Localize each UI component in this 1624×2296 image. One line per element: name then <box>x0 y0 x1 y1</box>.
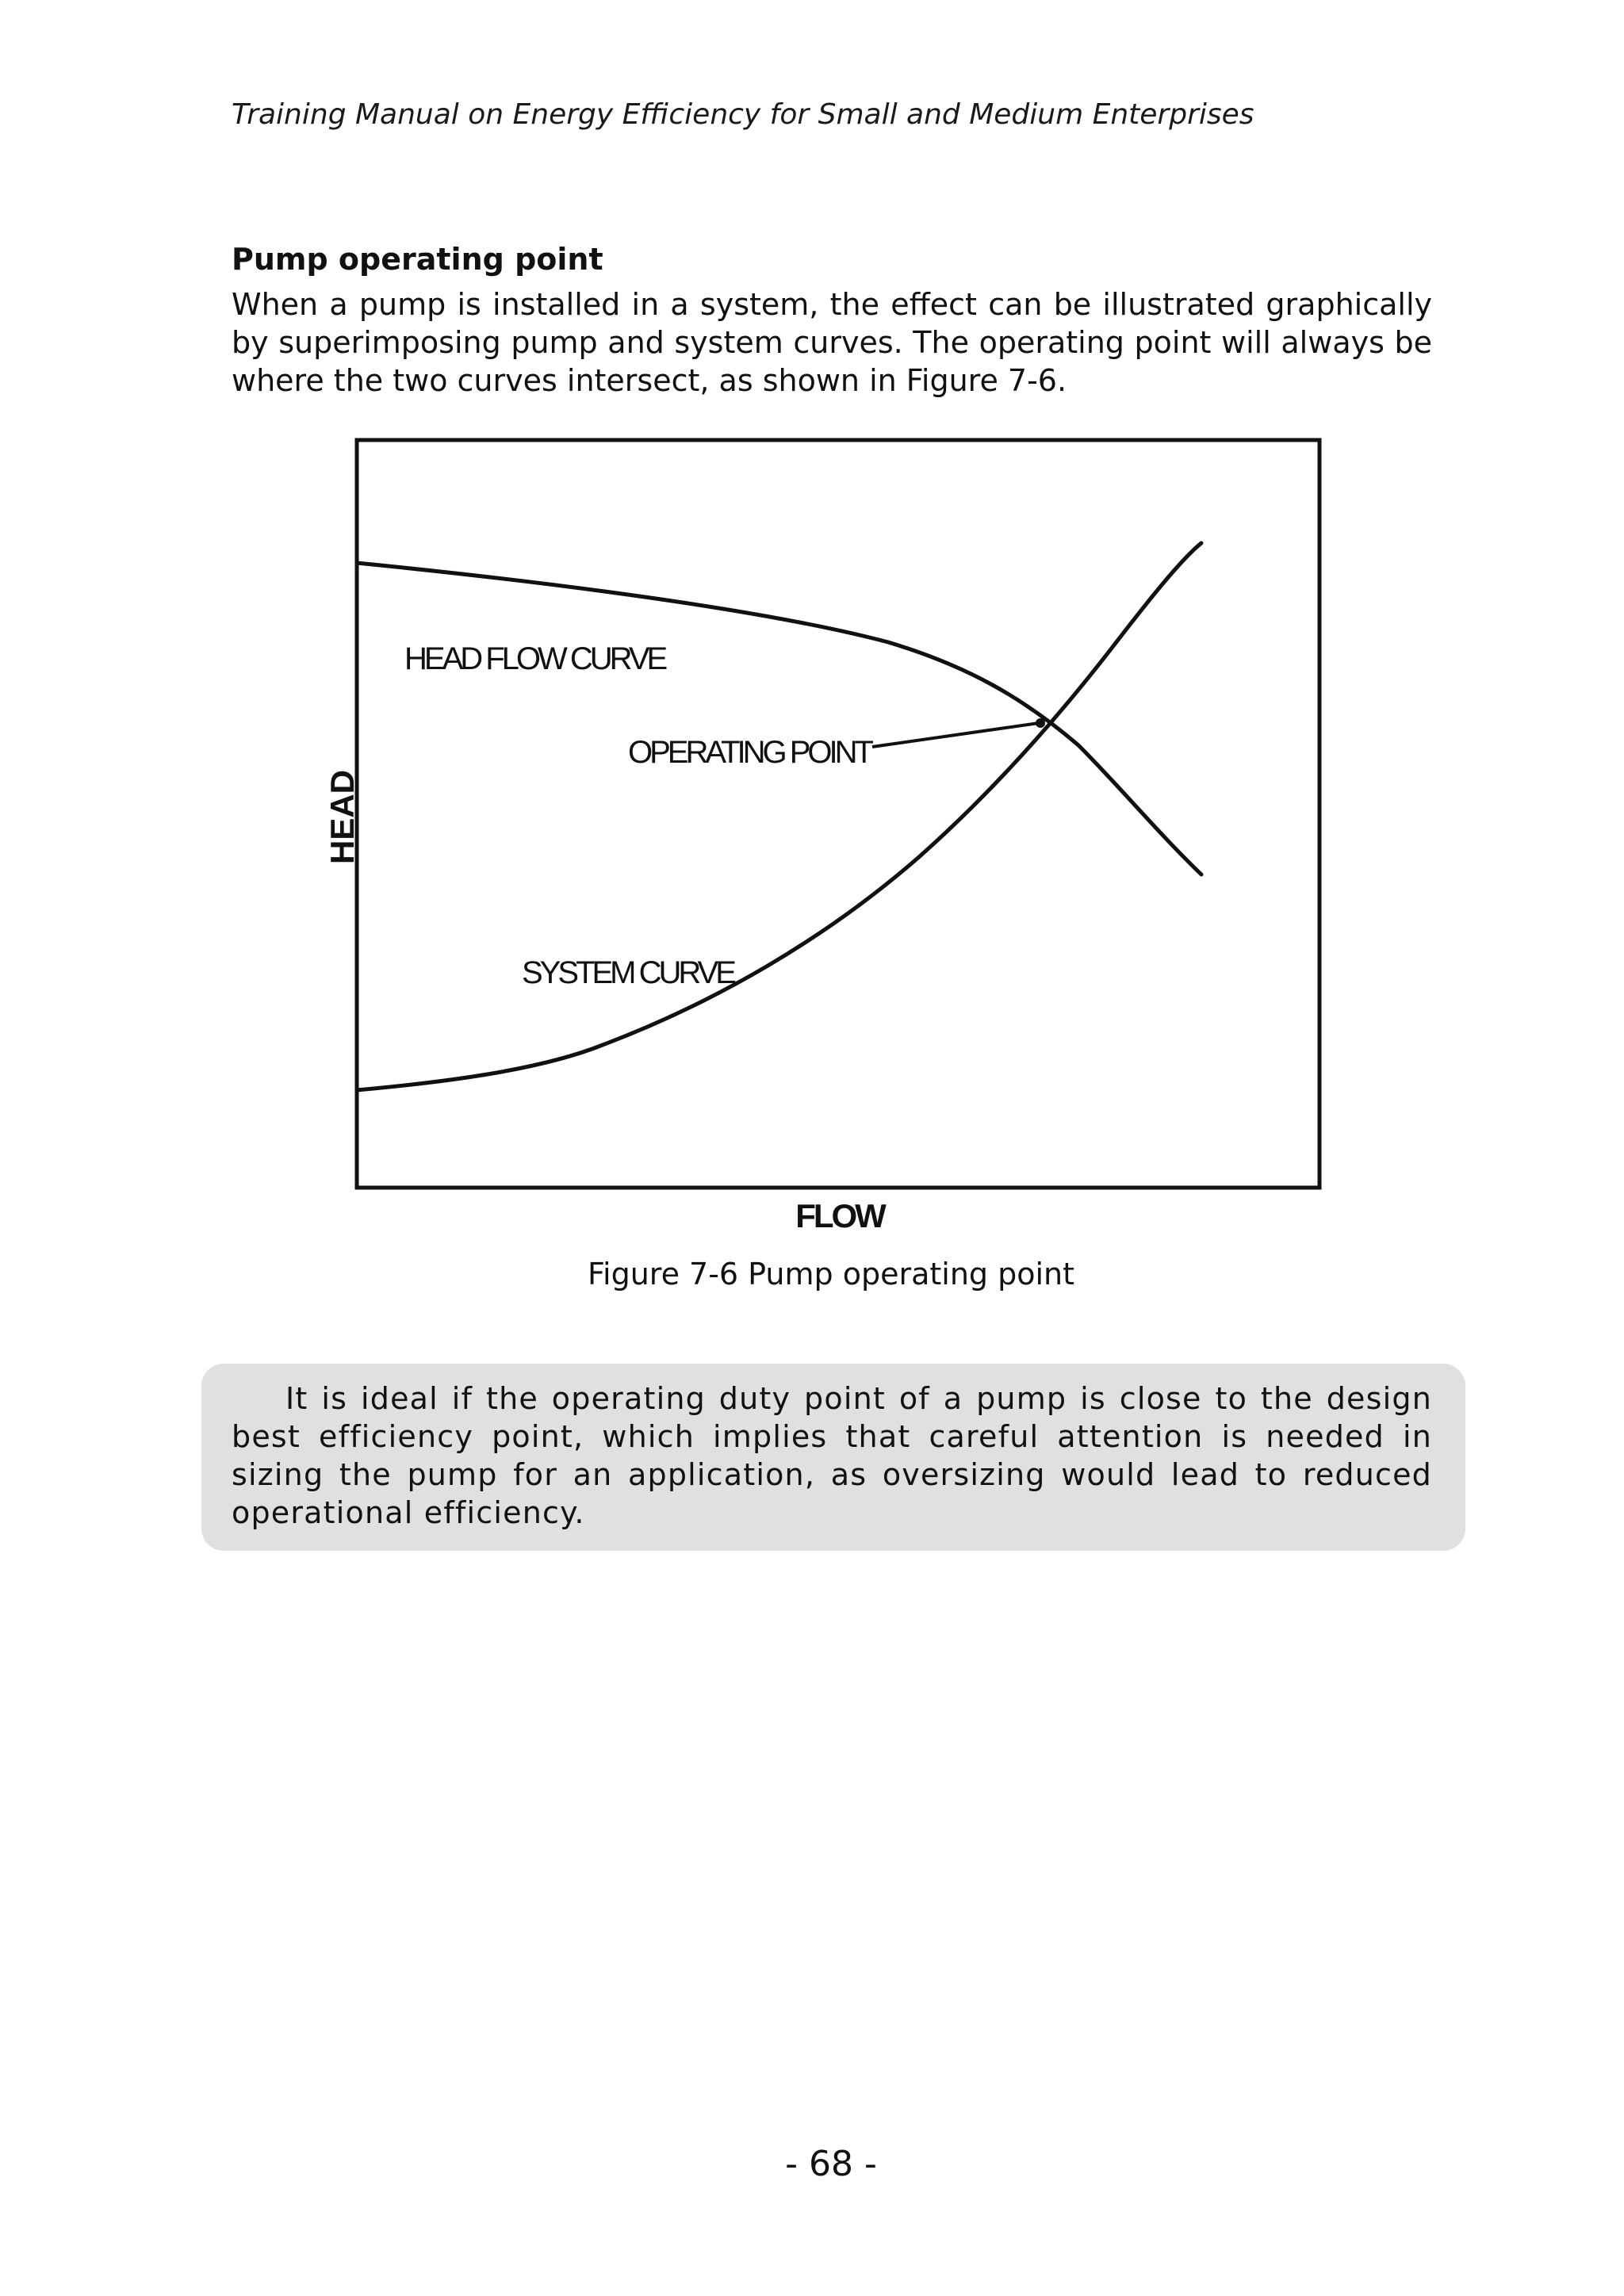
callout-box <box>201 1364 1465 1551</box>
callout-text: It is ideal if the operating duty point of a pump is close to the design best efficiency point, which implies that careful attention is needed in sizing the pump for an application, as oversizing would lead to reduced operational efficiency. <box>232 1381 1432 1530</box>
page-number: - 68 - <box>785 2144 877 2184</box>
plot-frame <box>357 440 1320 1188</box>
x-axis-label: FLOW <box>795 1197 884 1234</box>
head-flow-curve-label: HEAD FLOW CURVE <box>404 641 665 676</box>
head-flow-curve <box>357 563 1201 874</box>
operating-point-marker <box>1036 718 1045 728</box>
body-paragraph: When a pump is installed in a system, the effect can be illustrated graphically by superimposing pump and system curves. The operating point will always be where the two curves intersect, as shown in Figure 7-6. <box>232 287 1432 398</box>
y-axis-label: HEAD <box>324 769 361 864</box>
section-heading: Pump operating point <box>232 242 603 277</box>
operating-point-label: OPERATING POINT <box>628 735 871 770</box>
figure-caption: Figure 7-6 Pump operating point <box>587 1257 1075 1292</box>
system-curve <box>357 543 1201 1090</box>
operating-point-leader <box>872 723 1039 747</box>
system-curve-label: SYSTEM CURVE <box>522 955 733 990</box>
running-header: Training Manual on Energy Efficiency for Small and Medium Enterprises <box>232 98 1254 131</box>
